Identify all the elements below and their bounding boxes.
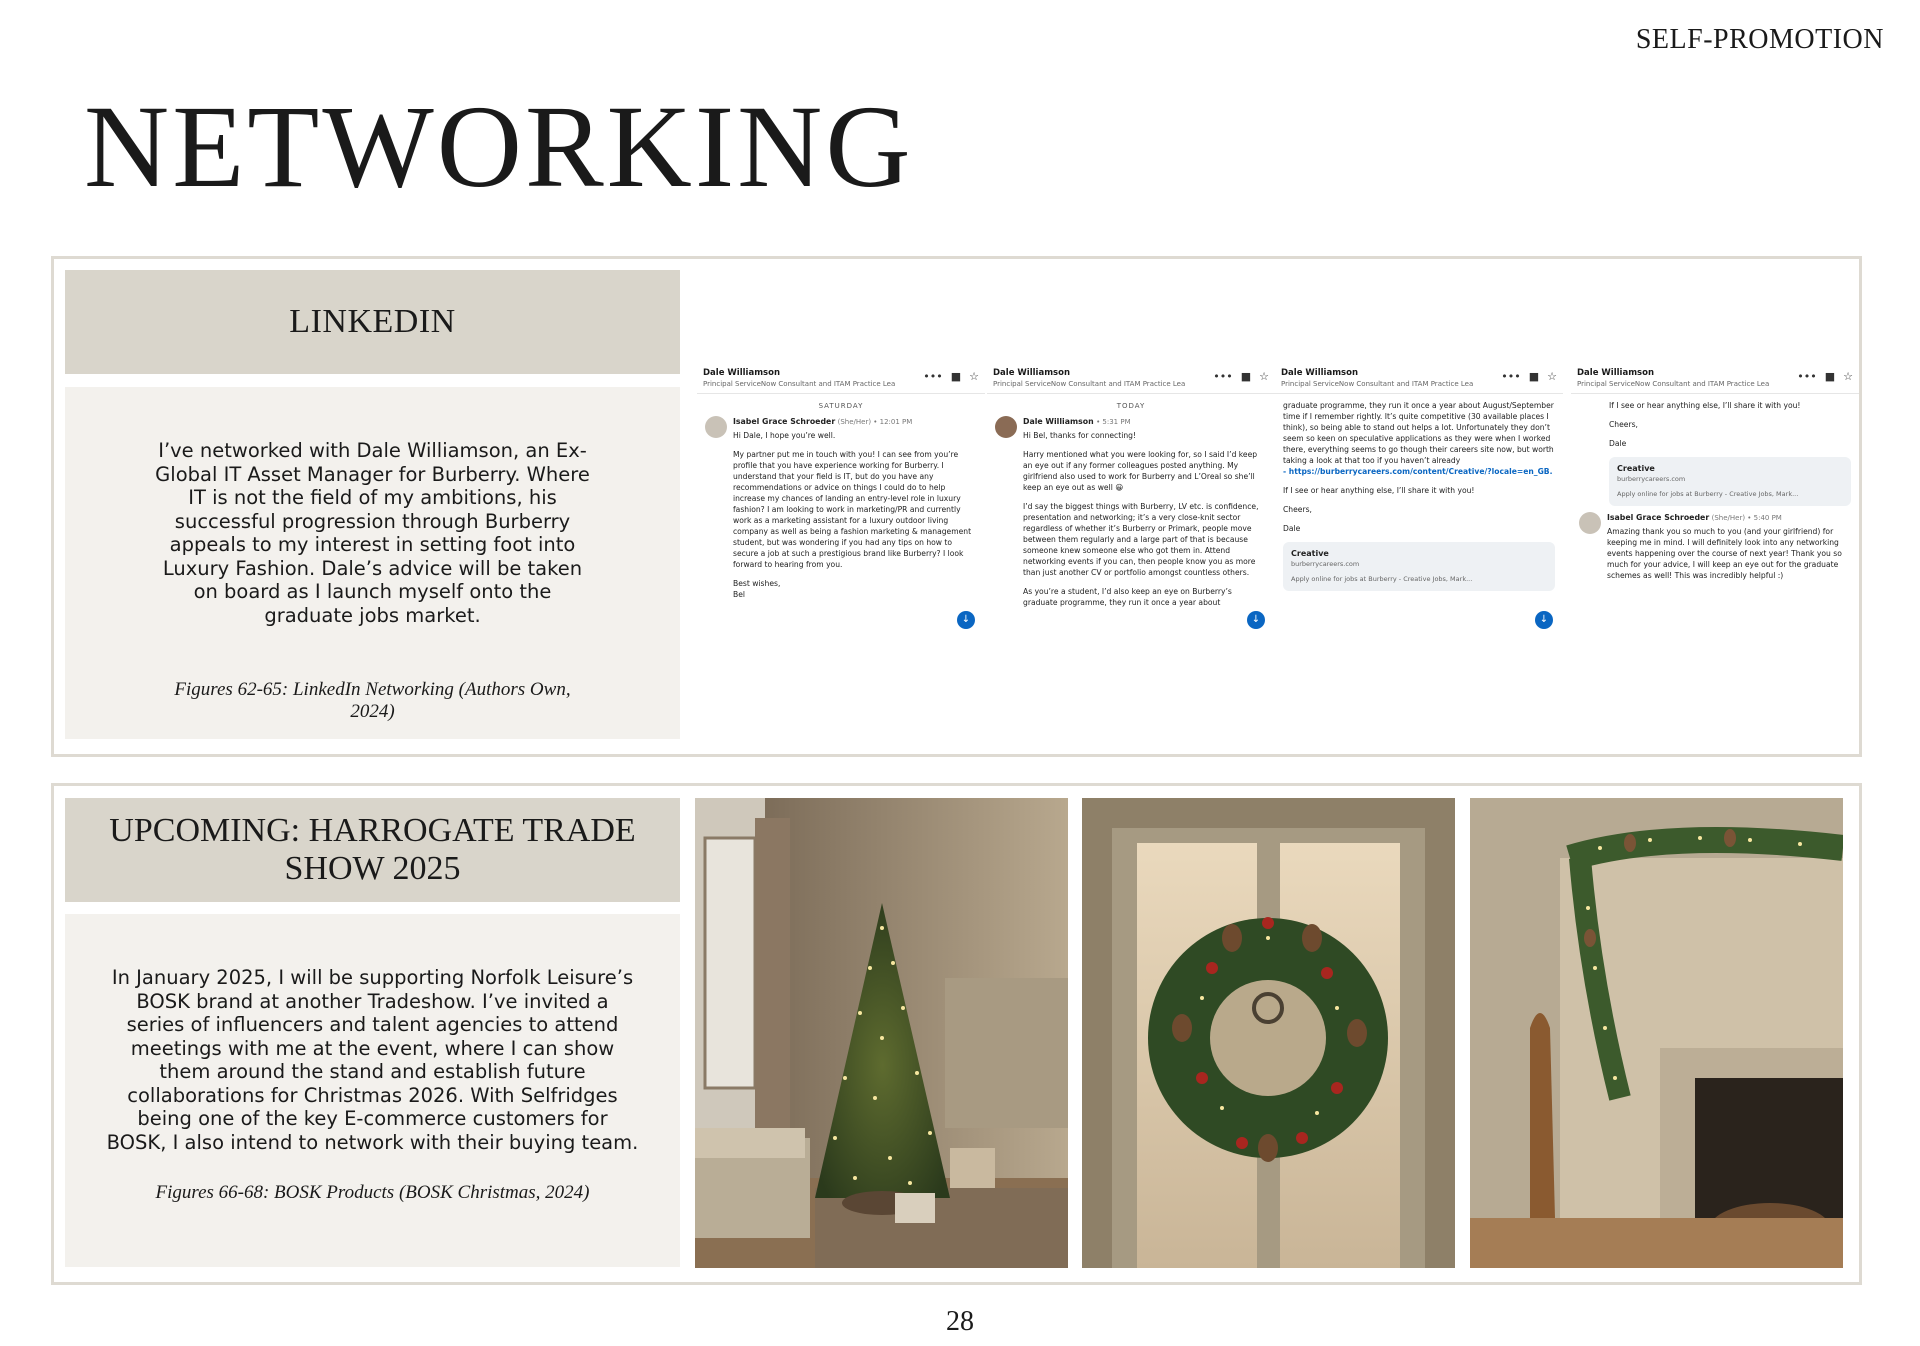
card-description: Apply online for jobs at Burberry - Creative Jobs, Mark...: [1291, 575, 1473, 583]
chat-contact-subtitle: Principal ServiceNow Consultant and ITAM Practice Lea: [703, 380, 896, 388]
wreath-photo: [1082, 798, 1455, 1268]
chat-contact-subtitle: Principal ServiceNow Consultant and ITAM Practice Lea: [1281, 380, 1474, 388]
message-paragraph: Hi Bel, thanks for connecting!: [1023, 431, 1136, 440]
message-meta: (She/Her) • 12:01 PM: [837, 418, 913, 426]
linkedin-chat-screenshot-4: [1571, 364, 1859, 649]
chat-day-label: SATURDAY: [818, 402, 864, 410]
chat-contact-subtitle: Principal ServiceNow Consultant and ITAM Practice Lea: [1577, 380, 1770, 388]
message-paragraph: Cheers,: [1283, 505, 1312, 514]
chat-day-label: TODAY: [1116, 402, 1146, 410]
avatar: [705, 416, 727, 438]
card-title: Creative: [1617, 464, 1655, 473]
message-paragraph: As you’re a student, I’d also keep an eye on Burberry’s graduate programme, they run it once a year about: [1023, 587, 1232, 607]
page-number: 28: [946, 1306, 974, 1337]
chat-contact-name: Dale Williamson: [703, 368, 781, 378]
message-author: Dale Williamson: [1023, 417, 1094, 426]
link-preview-card[interactable]: [1609, 457, 1851, 506]
message-paragraph: If I see or hear anything else, I’ll share it with you!: [1283, 486, 1475, 495]
careers-link[interactable]: - https://burberrycareers.com/content/Creative/?locale=en_GB.: [1283, 467, 1553, 476]
more-icon: •••: [1797, 370, 1817, 383]
linkedin-text-panel: [65, 387, 680, 739]
video-icon: ■: [1824, 370, 1836, 383]
scroll-down-icon: ↓: [1535, 611, 1553, 629]
message-paragraph: Bel: [733, 590, 745, 599]
scroll-down-icon: ↓: [957, 611, 975, 629]
message-paragraph: Cheers,: [1609, 420, 1638, 429]
more-icon: •••: [1501, 370, 1521, 383]
video-icon: ■: [950, 370, 962, 383]
linkedin-chat-screenshot-2: [987, 364, 1275, 649]
chat-contact-name: Dale Williamson: [993, 368, 1071, 378]
message-author: Isabel Grace Schroeder: [1607, 513, 1710, 522]
message-paragraph: Hi Dale, I hope you’re well.: [733, 431, 836, 440]
avatar: [995, 416, 1017, 438]
star-icon: ☆: [1547, 370, 1557, 383]
linkedin-body: I’ve networked with Dale Williamson, an Ex-Global IT Asset Manager for Burberry. Where IT is not the field of my ambitions, his successful progression through Burberry appeals to my interest in setting foot into Luxury Fashion. Dale’s advice will be taken on board as I launch myself onto the graduate jobs market.: [155, 439, 590, 627]
message-paragraph: Best wishes,: [733, 579, 781, 588]
link-preview-card[interactable]: [1283, 542, 1555, 591]
linkedin-chat-screenshot-3: [1275, 364, 1563, 649]
card-title: Creative: [1291, 549, 1329, 558]
scroll-down-icon: ↓: [1247, 611, 1265, 629]
star-icon: ☆: [1259, 370, 1269, 383]
message-paragraph: Harry mentioned what you were looking for, so I said I’d keep an eye out if any former colleagues posted anything. My girlfriend also used to work for Burberry and L’Oreal so she’ll keep an eye out as well 😀: [1023, 450, 1258, 492]
video-icon: ■: [1240, 370, 1252, 383]
linkedin-caption: Figures 62-65: LinkedIn Networking (Authors Own, 2024): [174, 679, 571, 722]
avatar: [1579, 512, 1601, 534]
more-icon: •••: [923, 370, 943, 383]
message-paragraph: My partner put me in touch with you! I can see from you’re profile that you have experience working for Burberry. I understand that your field is IT, but do you have any recommendations or advice on things I could do to help increase my chances of landing an entry-level role in luxury fashion? I am looking to work in marketing/PR and currently work as a marketing assistant for a luxury outdoor living company as well as being a fashion marketing & management student, but was wondering if you had any tips on how to secure a job at such a prestigious brand like Burberry? I look forward to hearing from you.: [733, 450, 972, 569]
message-paragraph: If I see or hear anything else, I’ll share it with you!: [1609, 401, 1801, 410]
message-paragraph: graduate programme, they run it once a year about August/September time if I remember rightly. It’s quite competitive (30 available places I think), so being able to stand out helps a lot. Unfortunately they don’t seem so keen on speculative applications as they were when I worked there, everything seems to go though their careers site now, but worth taking a look at that too if you haven’t already: [1283, 401, 1554, 465]
page-title: NETWORKING: [84, 81, 914, 212]
message-meta: (She/Her) • 5:40 PM: [1711, 514, 1782, 522]
message-author: Isabel Grace Schroeder: [733, 417, 836, 426]
star-icon: ☆: [969, 370, 979, 383]
chat-contact-subtitle: Principal ServiceNow Consultant and ITAM Practice Lea: [993, 380, 1186, 388]
message-meta: • 5:31 PM: [1096, 418, 1131, 426]
garland-photo: [1470, 798, 1843, 1268]
harrogate-heading: UPCOMING: HARROGATE TRADE SHOW 2025: [65, 798, 680, 902]
star-icon: ☆: [1843, 370, 1853, 383]
harrogate-body: In January 2025, I will be supporting Norfolk Leisure’s BOSK brand at another Tradeshow. I’ve invited a series of influencers and talent agencies to attend meetings with me at the event, where I can show them around the stand and establish future collaborations for Christmas 2026. With Selfridges being one of the key E-commerce customers for BOSK, I also intend to network with their buying team.: [106, 966, 639, 1154]
chat-contact-name: Dale Williamson: [1281, 368, 1359, 378]
linkedin-chat-screenshot-1: [697, 364, 985, 649]
card-description: Apply online for jobs at Burberry - Creative Jobs, Mark...: [1617, 490, 1799, 498]
section-label: SELF-PROMOTION: [1635, 24, 1884, 55]
linkedin-heading: LINKEDIN: [65, 270, 680, 374]
harrogate-text-panel: [65, 914, 680, 1267]
message-paragraph: I’d say the biggest things with Burberry, LV etc. is confidence, presentation and networking; it’s a very close-knit sector regardless of whether it’s Burberry or Primark, people move between them regularly and a large part of that is because someone knew someone else who got them in. Attend networking events if you can, then people know you as more than just another CV or portfolio amongst countless others.: [1023, 502, 1259, 577]
more-icon: •••: [1213, 370, 1233, 383]
card-domain: burberrycareers.com: [1291, 560, 1360, 568]
chat-contact-name: Dale Williamson: [1577, 368, 1655, 378]
message-paragraph: Dale: [1609, 439, 1627, 448]
message-reply: Amazing thank you so much to you (and your girlfriend) for keeping me in mind. I will definitely look into any networking events happening over the course of next year! Thank you so much for your advice, I will keep an eye out for the graduate schemes as well! This was incredibly helpful :): [1607, 527, 1842, 580]
message-paragraph: Dale: [1283, 524, 1301, 533]
card-domain: burberrycareers.com: [1617, 475, 1686, 483]
harrogate-caption: Figures 66-68: BOSK Products (BOSK Christmas, 2024): [155, 1182, 590, 1203]
video-icon: ■: [1528, 370, 1540, 383]
christmas-tree-photo: [695, 798, 1068, 1268]
